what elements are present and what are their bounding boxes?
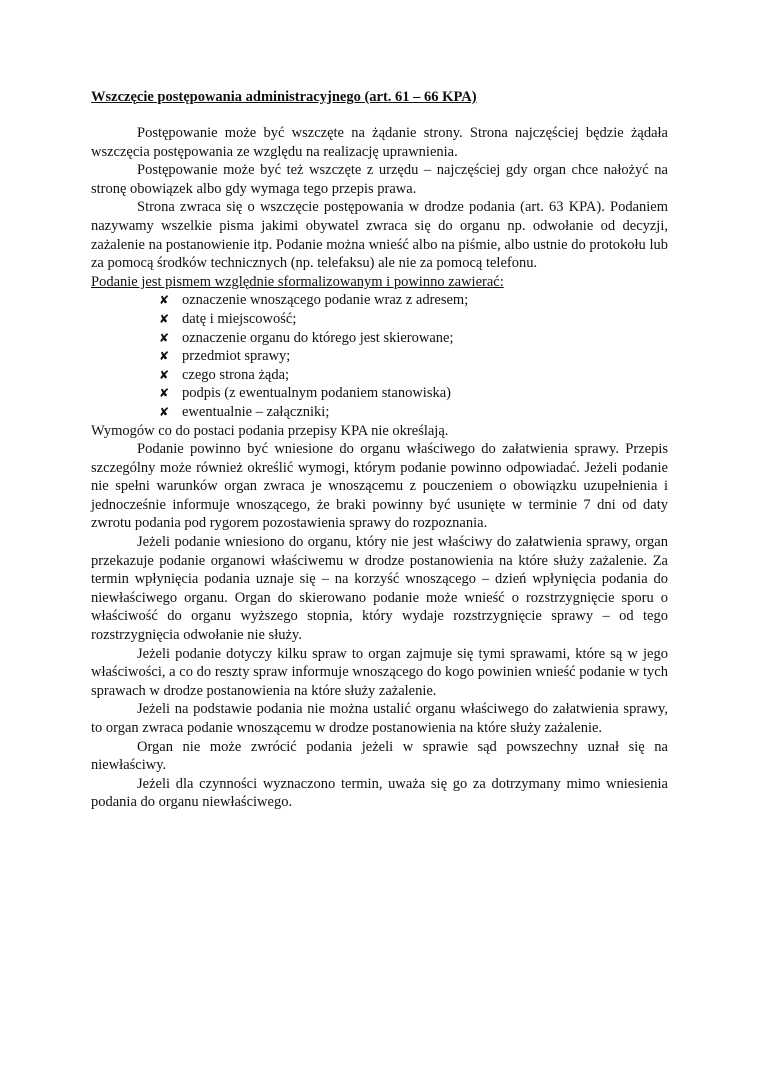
paragraph-body-1: Podanie powinno być wniesione do organu właściwego do załatwienia sprawy. Przepis szczególny może również określić wymogi, którym podanie powinno odpowiadać. Jeżeli podanie nie spełni warunków organ zwraca je wnoszącemu z pouczeniem o obowiązku uzupełnienia i jednocześnie informuje wnoszącego, że braki powinny być usunięte w terminie 7 dni od daty zwrotu podania pod rygorem pozostawienia sprawy do rozpoznania. xyxy=(91,441,668,532)
cross-mark-icon: ✘ xyxy=(159,311,170,326)
list-intro xyxy=(91,273,668,292)
requirements-list xyxy=(91,291,668,421)
paragraph-body-4: Jeżeli na podstawie podania nie można ustalić organu właściwego do załatwienia sprawy, to organ zwraca podanie wnoszącemu w drodze postanowienia na które służy zażalenie. xyxy=(91,701,668,736)
document-title: Wszczęcie postępowania administracyjnego (art. 61 – 66 KPA) xyxy=(91,89,477,105)
paragraph-body-2: Jeżeli podanie wniesiono do organu, który nie jest właściwy do załatwienia sprawy, organ przekazuje podanie organowi właściwemu w drodze postanowienia na które służy zażalenie. Za termin wpłynięcia podania uznaje się – na korzyść wnoszącego – dzień wpłynięcia podania do niewłaściwego organu. Organ do skierowano podanie może wnieść o rozstrzygnięcie sporu o właściwość do organu wyższego stopnia, który wydaje rozstrzygnięcie sprawy – od tego rozstrzygnięcia odwołanie nie służy. xyxy=(91,534,668,644)
cross-mark-icon: ✘ xyxy=(159,367,170,382)
list-item: ✘ podpis (z ewentualnym podaniem stanowiska) xyxy=(159,385,451,402)
paragraph-intro-3: Strona zwraca się o wszczęcie postępowania w drodze podania (art. 63 KPA). Podaniem nazywamy wszelkie pisma jakimi obywatel zwraca się do organu np. odwołanie od decyzji, zażalenie na postanowienie itp. Podanie można wnieść albo na piśmie, albo ustnie do protokołu lub za pomocą środków technicznych (np. telefaksu) ale nie za pomocą telefonu. xyxy=(91,199,668,272)
list-item: ✘ przedmiot sprawy; xyxy=(159,348,291,365)
cross-mark-icon: ✘ xyxy=(159,386,170,401)
paragraph-intro-1: Postępowanie może być wszczęte na żądanie strony. Strona najczęściej będzie żądała wszczęcia postępowania ze względu na realizację uprawnienia. xyxy=(91,125,668,160)
list-item: ✘ czego strona żąda; xyxy=(159,366,290,383)
paragraph-intro-2: Postępowanie może być też wszczęte z urzędu – najczęściej gdy organ chce nałożyć na stronę obowiązek albo gdy wymaga tego przepis prawa. xyxy=(91,162,668,197)
cross-mark-icon: ✘ xyxy=(159,349,170,364)
list-item: ✘ ewentualnie – załączniki; xyxy=(159,403,330,420)
paragraph-body-6: Jeżeli dla czynności wyznaczono termin, uważa się go za dotrzymany mimo wniesienia podania do organu niewłaściwego. xyxy=(91,775,668,811)
paragraph-body-5: Organ nie może zwrócić podania jeżeli w sprawie sąd powszechny uznał się na niewłaściwy. xyxy=(91,738,668,774)
form-note: Wymogów co do postaci podania przepisy KPA nie określają. xyxy=(91,422,449,439)
cross-mark-icon: ✘ xyxy=(159,293,170,308)
paragraph-body-3: Jeżeli podanie dotyczy kilku spraw to organ zajmuje się tymi sprawami, które są w jego właściwości, a co do reszty spraw informuje wnoszącego do kogo powinien wnieść podanie w tych sprawach w drodze postanowienia na które służy zażalenie. xyxy=(91,645,668,699)
cross-mark-icon: ✘ xyxy=(159,330,170,345)
list-item: ✘ datę i miejscowość; xyxy=(159,310,297,327)
cross-mark-icon: ✘ xyxy=(159,404,170,419)
list-intro-text: Podanie jest pismem względnie sformalizowanym i powinno zawierać: xyxy=(91,273,504,290)
list-item: ✘ oznaczenie organu do którego jest skierowane; xyxy=(159,329,454,346)
list-item: ✘ oznaczenie wnoszącego podanie wraz z adresem; xyxy=(159,292,469,309)
